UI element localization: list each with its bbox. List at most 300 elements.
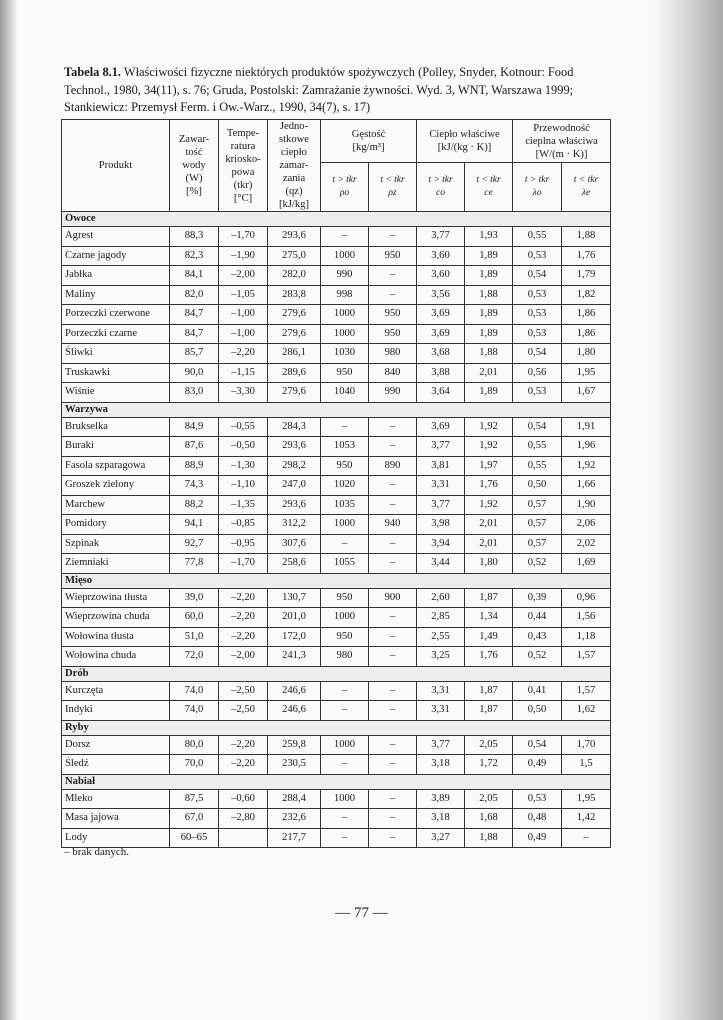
value-cell: 980	[321, 647, 369, 667]
value-cell: 1,86	[562, 324, 611, 344]
header-line: [%]	[186, 186, 202, 197]
product-name-cell: Porzeczki czerwone	[62, 305, 170, 325]
header-line: [kg/m³]	[352, 142, 385, 154]
value-cell: 84,1	[170, 266, 219, 286]
header-line: Gęstość	[351, 129, 386, 141]
value-cell: 84,7	[170, 305, 219, 325]
table-row	[62, 588, 611, 608]
product-name-cell: Wołowina tłusta	[62, 627, 170, 647]
header-product: Produkt	[62, 120, 170, 212]
header-line: ρo	[339, 188, 350, 199]
value-cell: –	[321, 417, 369, 437]
value-cell: 1,89	[465, 324, 513, 344]
value-cell: –	[562, 828, 611, 848]
product-name-cell: Wołowina chuda	[62, 647, 170, 667]
value-cell: 246,6	[268, 681, 321, 701]
table-row	[62, 554, 611, 574]
product-name-cell: Wieprzowina tłusta	[62, 588, 170, 608]
category-row	[62, 666, 611, 681]
value-cell: 3,69	[417, 417, 465, 437]
value-cell: 3,98	[417, 515, 465, 535]
value-cell: 3,31	[417, 476, 465, 496]
value-cell: 3,88	[417, 363, 465, 383]
value-cell: 82,0	[170, 285, 219, 305]
value-cell: –2,80	[219, 809, 268, 829]
product-name-cell: Wiśnie	[62, 383, 170, 403]
subheader-heat-above	[417, 163, 465, 212]
header-line: [kJ/(kg · K)]	[437, 142, 492, 154]
value-cell: 1,80	[465, 554, 513, 574]
value-cell: 1,90	[562, 495, 611, 515]
value-cell: –3,30	[219, 383, 268, 403]
product-name-cell: Szpinak	[62, 534, 170, 554]
value-cell: –	[369, 285, 417, 305]
header-line: (tkr)	[233, 179, 253, 191]
category-label: Mięso	[62, 573, 611, 588]
binding-shadow-right	[653, 0, 723, 1020]
value-cell: –2,20	[219, 735, 268, 755]
value-cell: 60–65	[170, 828, 219, 848]
value-cell: 0,44	[513, 608, 562, 628]
value-cell: 1,88	[465, 285, 513, 305]
category-label: Drób	[62, 666, 611, 681]
value-cell: 1,87	[465, 588, 513, 608]
header-line: [°C]	[233, 192, 253, 204]
value-cell: –0,95	[219, 534, 268, 554]
value-cell: 890	[369, 456, 417, 476]
value-cell: 1,18	[562, 627, 611, 647]
value-cell: –	[369, 534, 417, 554]
value-cell: 1,80	[562, 344, 611, 364]
value-cell: 232,6	[268, 809, 321, 829]
value-cell: 293,6	[268, 495, 321, 515]
value-cell: 1,91	[562, 417, 611, 437]
value-cell: –1,35	[219, 495, 268, 515]
table-row	[62, 363, 611, 383]
value-cell: 0,53	[513, 324, 562, 344]
value-cell: 1,95	[562, 363, 611, 383]
value-cell: 298,2	[268, 456, 321, 476]
value-cell: 1,93	[465, 227, 513, 247]
value-cell: 83,0	[170, 383, 219, 403]
header-line: t < tkr	[380, 175, 405, 186]
product-name-cell: Masa jajowa	[62, 809, 170, 829]
header-line: Jedno-	[279, 121, 309, 132]
value-cell: 84,7	[170, 324, 219, 344]
value-cell: 3,25	[417, 647, 465, 667]
value-cell: 3,68	[417, 344, 465, 364]
value-cell: 39,0	[170, 588, 219, 608]
category-label: Ryby	[62, 720, 611, 735]
value-cell: –0,60	[219, 789, 268, 809]
product-name-cell: Porzeczki czarne	[62, 324, 170, 344]
value-cell: 3,60	[417, 246, 465, 266]
value-cell: 293,6	[268, 437, 321, 457]
value-cell: 998	[321, 285, 369, 305]
value-cell: 87,6	[170, 437, 219, 457]
value-cell: 3,31	[417, 681, 465, 701]
value-cell: 0,50	[513, 701, 562, 721]
value-cell: 1,57	[562, 681, 611, 701]
subheader-density-above	[321, 163, 369, 212]
value-cell: 0,53	[513, 789, 562, 809]
value-cell: 990	[369, 383, 417, 403]
header-line: ciepło	[281, 147, 307, 158]
value-cell: 1,92	[465, 495, 513, 515]
value-cell: 1,88	[465, 828, 513, 848]
value-cell: –2,20	[219, 627, 268, 647]
table-row	[62, 383, 611, 403]
value-cell: 950	[321, 363, 369, 383]
value-cell: 0,55	[513, 456, 562, 476]
value-cell: 3,77	[417, 495, 465, 515]
value-cell: 60,0	[170, 608, 219, 628]
value-cell: 3,77	[417, 735, 465, 755]
header-line: λe	[581, 188, 591, 199]
value-cell: –2,20	[219, 755, 268, 775]
value-cell: –1,70	[219, 227, 268, 247]
value-cell: 1,72	[465, 755, 513, 775]
value-cell: –2,20	[219, 344, 268, 364]
header-line: ρz	[388, 188, 397, 199]
value-cell: –2,00	[219, 647, 268, 667]
value-cell: 1020	[321, 476, 369, 496]
value-cell: –	[369, 735, 417, 755]
header-line: [kJ/kg]	[278, 199, 309, 210]
product-name-cell: Indyki	[62, 701, 170, 721]
value-cell: –0,50	[219, 437, 268, 457]
value-cell: 950	[369, 305, 417, 325]
category-row	[62, 720, 611, 735]
value-cell: 950	[369, 246, 417, 266]
value-cell: 284,3	[268, 417, 321, 437]
value-cell: –	[321, 534, 369, 554]
value-cell: 840	[369, 363, 417, 383]
value-cell: 246,6	[268, 701, 321, 721]
table-row	[62, 344, 611, 364]
header-line: powa	[231, 166, 255, 178]
table-row	[62, 227, 611, 247]
value-cell: 1000	[321, 324, 369, 344]
category-row	[62, 774, 611, 789]
value-cell: –1,05	[219, 285, 268, 305]
value-cell: –1,10	[219, 476, 268, 496]
header-line: zamar-	[279, 160, 309, 171]
header-line: λo	[532, 188, 542, 199]
table-row	[62, 437, 611, 457]
value-cell: –	[321, 227, 369, 247]
table-row	[62, 608, 611, 628]
product-name-cell: Marchew	[62, 495, 170, 515]
value-cell: 900	[369, 588, 417, 608]
value-cell: –	[369, 608, 417, 628]
value-cell: 0,53	[513, 383, 562, 403]
subheader-conductivity-above	[513, 163, 562, 212]
header-line: zania	[282, 173, 306, 184]
table-row	[62, 285, 611, 305]
value-cell: 3,77	[417, 227, 465, 247]
value-cell: 0,39	[513, 588, 562, 608]
header-line: tość	[185, 147, 203, 158]
value-cell: 88,9	[170, 456, 219, 476]
value-cell: 980	[369, 344, 417, 364]
caption-text: Właściwości fizyczne niektórych produktów spożywczych (Polley, Snyder, Kotnour: Food Technol., 1980, 34(11), s. 76; Gruda, Postolski: Zamrażanie żywności. Wyd. 3, WNT, Warszawa 1999; Stankiewicz: Przemysł Ferm. i Ow.-Warz., 1990, 34(7), s. 17)	[64, 65, 574, 114]
category-label: Warzywa	[62, 402, 611, 417]
value-cell: –	[369, 266, 417, 286]
value-cell: 3,18	[417, 755, 465, 775]
value-cell: 1000	[321, 608, 369, 628]
product-name-cell: Maliny	[62, 285, 170, 305]
value-cell: 259,8	[268, 735, 321, 755]
value-cell: 1,88	[562, 227, 611, 247]
value-cell: 1,95	[562, 789, 611, 809]
header-line: t > tkr	[524, 175, 550, 186]
value-cell: 1055	[321, 554, 369, 574]
value-cell: 74,3	[170, 476, 219, 496]
product-name-cell: Lody	[62, 828, 170, 848]
value-cell: –2,50	[219, 701, 268, 721]
value-cell: 84,9	[170, 417, 219, 437]
category-label: Nabiał	[62, 774, 611, 789]
value-cell: –0,55	[219, 417, 268, 437]
value-cell: 1,87	[465, 681, 513, 701]
value-cell: –0,85	[219, 515, 268, 535]
product-name-cell: Truskawki	[62, 363, 170, 383]
value-cell: 1,57	[562, 647, 611, 667]
value-cell: 0,54	[513, 735, 562, 755]
value-cell: 2,05	[465, 735, 513, 755]
header-line: Tempe-	[226, 127, 260, 139]
value-cell: 1,76	[465, 476, 513, 496]
value-cell: 3,77	[417, 437, 465, 457]
value-cell: 275,0	[268, 246, 321, 266]
value-cell: –	[321, 809, 369, 829]
header-water	[170, 120, 219, 212]
value-cell: 0,48	[513, 809, 562, 829]
table-body	[62, 212, 611, 848]
value-cell: –1,00	[219, 305, 268, 325]
subheader-density-below	[369, 163, 417, 212]
table-row	[62, 456, 611, 476]
header-conductivity	[513, 120, 611, 163]
value-cell: 1,62	[562, 701, 611, 721]
value-cell: –	[369, 828, 417, 848]
value-cell: –	[321, 755, 369, 775]
properties-table	[61, 119, 611, 848]
value-cell: 1000	[321, 789, 369, 809]
value-cell: 0,57	[513, 534, 562, 554]
value-cell: 3,94	[417, 534, 465, 554]
value-cell: 289,6	[268, 363, 321, 383]
page-number: — 77 —	[335, 905, 388, 921]
header-line: ce	[484, 188, 493, 199]
value-cell: 312,2	[268, 515, 321, 535]
table-row	[62, 809, 611, 829]
value-cell: 0,53	[513, 305, 562, 325]
value-cell: 3,18	[417, 809, 465, 829]
value-cell: 1000	[321, 735, 369, 755]
value-cell: 88,3	[170, 227, 219, 247]
value-cell: 1,79	[562, 266, 611, 286]
value-cell: 1,92	[465, 417, 513, 437]
product-name-cell: Mleko	[62, 789, 170, 809]
value-cell: 0,50	[513, 476, 562, 496]
value-cell: 74,0	[170, 681, 219, 701]
header-specific-heat	[417, 120, 513, 163]
product-name-cell: Ziemniaki	[62, 554, 170, 574]
table-header	[62, 120, 611, 212]
value-cell: 1,56	[562, 608, 611, 628]
value-cell: 88,2	[170, 495, 219, 515]
value-cell: 286,1	[268, 344, 321, 364]
value-cell: 950	[369, 324, 417, 344]
value-cell: 0,52	[513, 554, 562, 574]
category-label: Owoce	[62, 212, 611, 227]
value-cell: 1,49	[465, 627, 513, 647]
header-line: t < tkr	[573, 175, 599, 186]
table-row	[62, 534, 611, 554]
table-row	[62, 324, 611, 344]
table-row	[62, 627, 611, 647]
value-cell: 1000	[321, 515, 369, 535]
table-row	[62, 266, 611, 286]
value-cell: –2,20	[219, 588, 268, 608]
value-cell: 70,0	[170, 755, 219, 775]
value-cell: 1,89	[465, 266, 513, 286]
table-row	[62, 701, 611, 721]
value-cell: 90,0	[170, 363, 219, 383]
value-cell: 67,0	[170, 809, 219, 829]
value-cell: 1,86	[562, 305, 611, 325]
value-cell: –1,30	[219, 456, 268, 476]
category-row	[62, 573, 611, 588]
value-cell: –2,20	[219, 608, 268, 628]
value-cell: 0,54	[513, 417, 562, 437]
value-cell: 2,05	[465, 789, 513, 809]
value-cell: –	[369, 701, 417, 721]
value-cell: –	[369, 627, 417, 647]
product-name-cell: Agrest	[62, 227, 170, 247]
value-cell: 2,06	[562, 515, 611, 535]
value-cell: 82,3	[170, 246, 219, 266]
value-cell: 283,8	[268, 285, 321, 305]
header-line: kriosko-	[225, 153, 261, 165]
value-cell: 3,44	[417, 554, 465, 574]
value-cell: 0,53	[513, 246, 562, 266]
value-cell: 1,5	[562, 755, 611, 775]
value-cell: 0,53	[513, 285, 562, 305]
value-cell: 1040	[321, 383, 369, 403]
value-cell: 0,52	[513, 647, 562, 667]
category-row	[62, 402, 611, 417]
value-cell: –	[369, 809, 417, 829]
value-cell: 1,92	[562, 456, 611, 476]
value-cell: 74,0	[170, 701, 219, 721]
product-name-cell: Fasola szparagowa	[62, 456, 170, 476]
value-cell: 2,01	[465, 515, 513, 535]
header-line: co	[436, 188, 445, 199]
category-row	[62, 212, 611, 227]
product-name-cell: Groszek zielony	[62, 476, 170, 496]
value-cell: 0,96	[562, 588, 611, 608]
product-name-cell: Buraki	[62, 437, 170, 457]
value-cell: 1000	[321, 305, 369, 325]
header-heat	[268, 120, 321, 212]
value-cell: 0,54	[513, 344, 562, 364]
value-cell: 1,97	[465, 456, 513, 476]
product-name-cell: Dorsz	[62, 735, 170, 755]
value-cell: 950	[321, 456, 369, 476]
value-cell: 217,7	[268, 828, 321, 848]
header-line: ratura	[230, 140, 256, 152]
value-cell: –2,00	[219, 266, 268, 286]
value-cell: 1,42	[562, 809, 611, 829]
table-row	[62, 246, 611, 266]
table-caption	[64, 64, 620, 117]
value-cell: 201,0	[268, 608, 321, 628]
value-cell: 0,49	[513, 828, 562, 848]
value-cell: 0,41	[513, 681, 562, 701]
value-cell: 2,60	[417, 588, 465, 608]
value-cell: 172,0	[268, 627, 321, 647]
header-line: cieplna właściwa	[525, 135, 598, 147]
value-cell: 0,56	[513, 363, 562, 383]
header-line: (W)	[185, 173, 203, 184]
value-cell	[219, 828, 268, 848]
value-cell: 1035	[321, 495, 369, 515]
value-cell: 1,69	[562, 554, 611, 574]
value-cell: –1,15	[219, 363, 268, 383]
table-row	[62, 495, 611, 515]
value-cell: 1,67	[562, 383, 611, 403]
value-cell: 92,7	[170, 534, 219, 554]
table-row	[62, 647, 611, 667]
value-cell: 1,82	[562, 285, 611, 305]
header-line: t > tkr	[332, 175, 357, 186]
table-row	[62, 417, 611, 437]
header-line: wody	[182, 160, 206, 171]
value-cell: 2,02	[562, 534, 611, 554]
header-line: Przewodność	[533, 122, 590, 134]
header-line: stkowe	[278, 134, 309, 145]
value-cell: 1,66	[562, 476, 611, 496]
value-cell: 279,6	[268, 383, 321, 403]
value-cell: 3,81	[417, 456, 465, 476]
value-cell: 307,6	[268, 534, 321, 554]
value-cell: 288,4	[268, 789, 321, 809]
value-cell: –	[369, 647, 417, 667]
value-cell: 0,55	[513, 437, 562, 457]
value-cell: 1,92	[465, 437, 513, 457]
value-cell: 87,5	[170, 789, 219, 809]
footnote: – brak danych.	[64, 846, 130, 858]
value-cell: 130,7	[268, 588, 321, 608]
value-cell: 0,54	[513, 266, 562, 286]
value-cell: 85,7	[170, 344, 219, 364]
value-cell: –	[369, 495, 417, 515]
header-line: Zawar-	[178, 134, 210, 145]
value-cell: 2,01	[465, 534, 513, 554]
value-cell: 77,8	[170, 554, 219, 574]
value-cell: 1,87	[465, 701, 513, 721]
value-cell: 230,5	[268, 755, 321, 775]
value-cell: 0,55	[513, 227, 562, 247]
value-cell: –	[369, 755, 417, 775]
value-cell: 0,49	[513, 755, 562, 775]
binding-shadow-left	[0, 0, 18, 1020]
value-cell: 1,76	[465, 647, 513, 667]
table-row	[62, 735, 611, 755]
